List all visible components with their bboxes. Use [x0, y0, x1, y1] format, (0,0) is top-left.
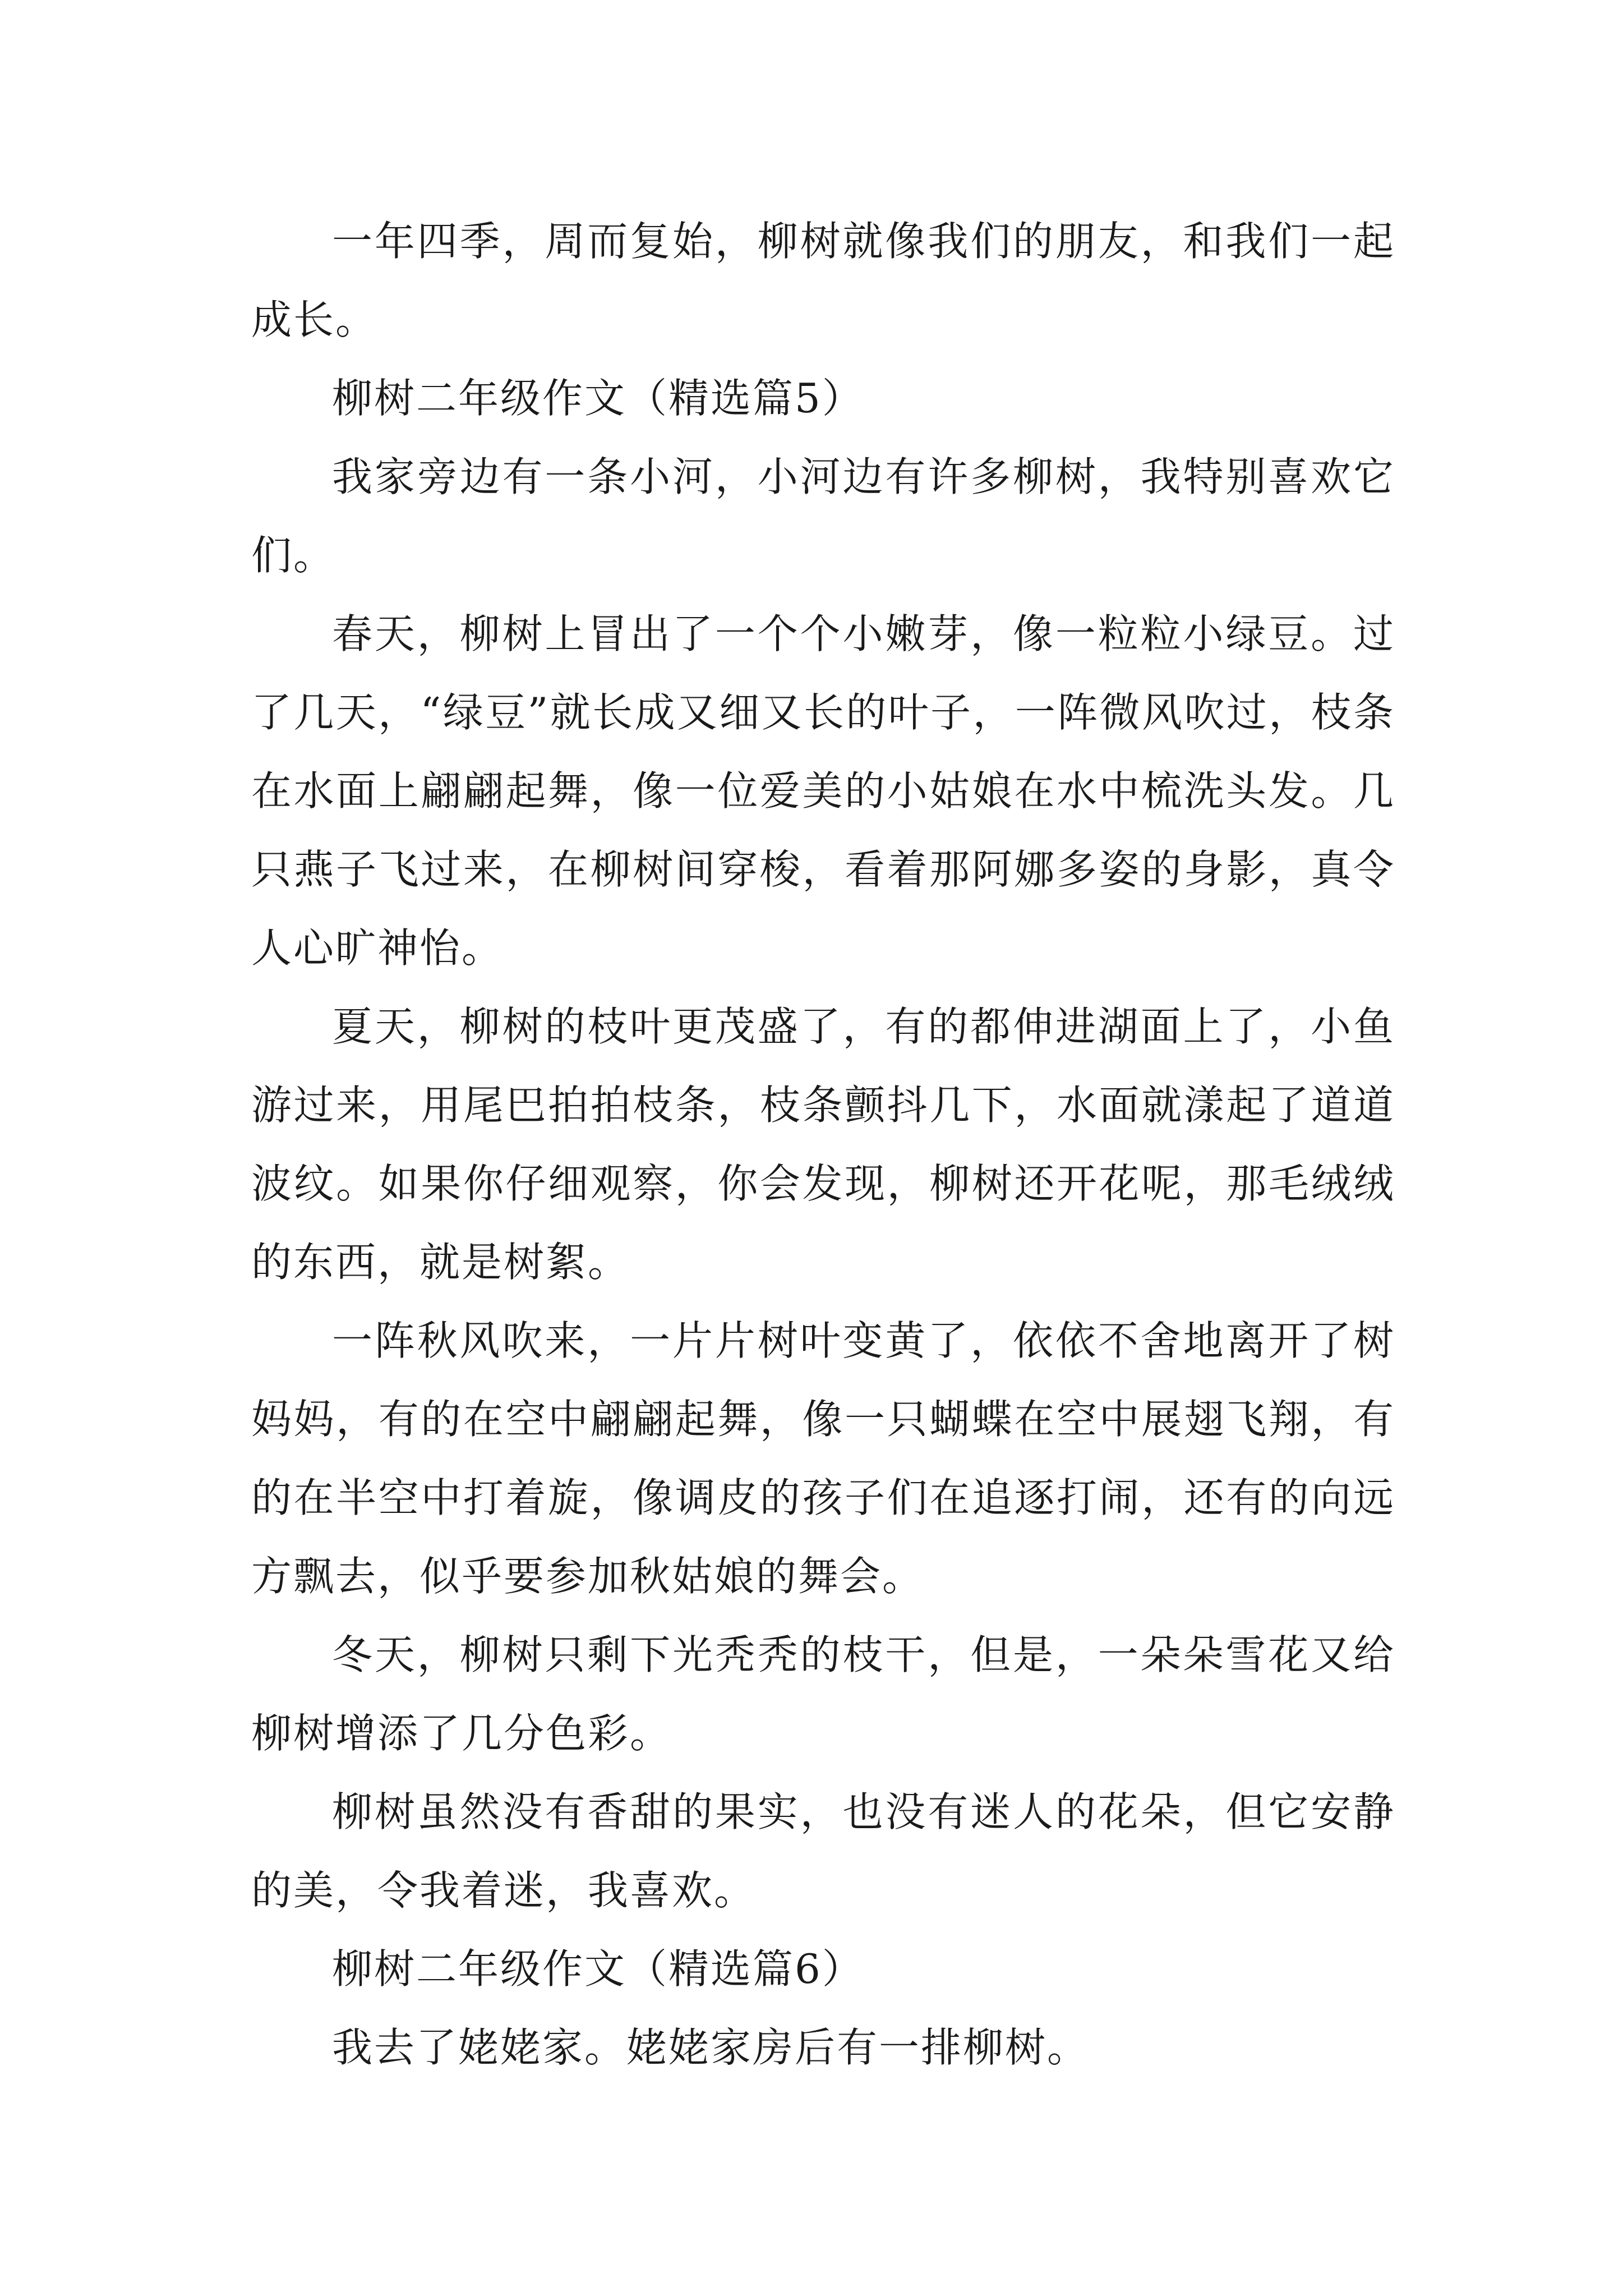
- paragraph: 冬天，柳树只剩下光秃秃的枝干，但是，一朵朵雪花又给柳树增添了几分色彩。: [251, 1631, 1395, 1757]
- paragraph: 一年四季，周而复始，柳树就像我们的朋友，和我们一起成长。: [251, 218, 1395, 343]
- paragraph: 夏天，柳树的枝叶更茂盛了，有的都伸进湖面上了，小鱼游过来，用尾巴拍拍枝条，枝条颤抖几下，水面就漾起了道道波纹。如果你仔细观察，你会发现，柳树还开花呢，那毛绒绒的东西，就是树絮。: [251, 1003, 1395, 1286]
- paragraph: 春天，柳树上冒出了一个个小嫩芽，像一粒粒小绿豆。过了几天，“绿豆”就长成又细又长的叶子，一阵微风吹过，枝条在水面上翩翩起舞，像一位爱美的小姑娘在水中梳洗头发。几只燕子飞过来，在柳树间穿梭，看着那阿娜多姿的身影，真令人心旷神怡。: [251, 610, 1395, 972]
- paragraph: 一阵秋风吹来，一片片树叶变黄了，依依不舍地离开了树妈妈，有的在空中翩翩起舞，像一只蝴蝶在空中展翅飞翔，有的在半空中打着旋，像调皮的孩子们在追逐打闹，还有的向远方飘去，似乎要参加秋姑娘的舞会。: [251, 1317, 1395, 1600]
- paragraph: 我去了姥姥家。姥姥家房后有一排柳树。: [332, 2024, 1090, 2071]
- paragraph: 柳树虽然没有香甜的果实，也没有迷人的花朵，但它安静的美，令我着迷，我喜欢。: [251, 1788, 1395, 1914]
- section-heading: 柳树二年级作文（精选篇6）: [332, 1945, 864, 1993]
- section-heading: 柳树二年级作文（精选篇5）: [332, 375, 864, 422]
- document-body: [251, 202, 1395, 2087]
- paragraph: 我家旁边有一条小河，小河边有许多柳树，我特别喜欢它们。: [251, 453, 1395, 579]
